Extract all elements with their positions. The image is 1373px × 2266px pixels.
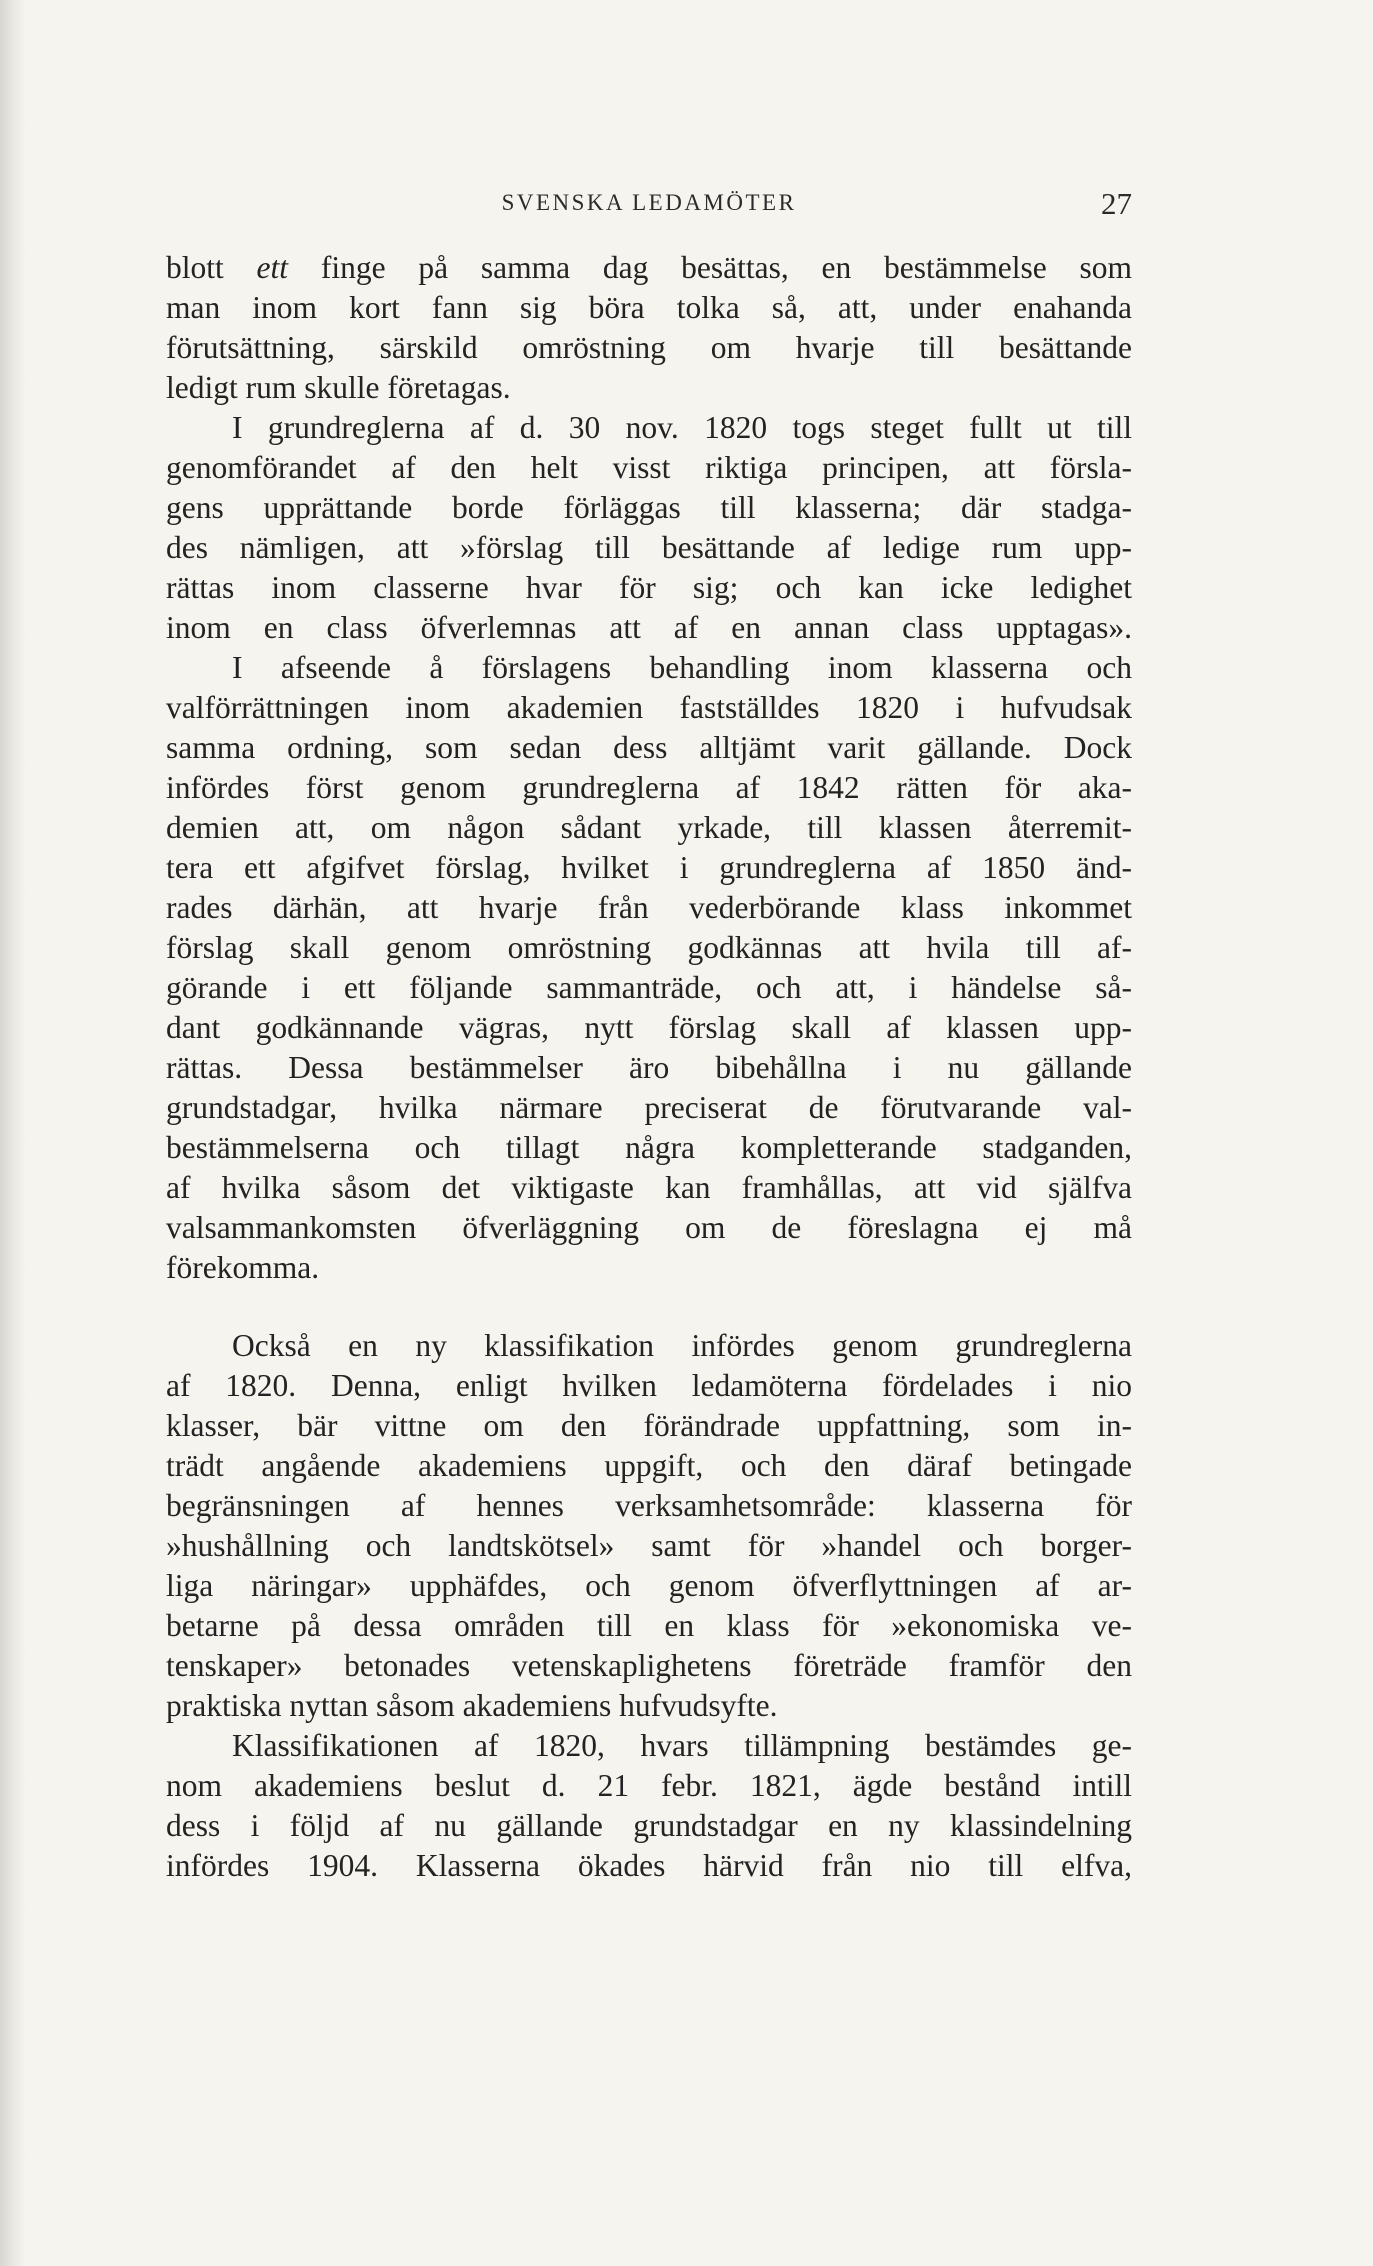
text-line: tera ett afgifvet förslag, hvilket i grundreglerna af 1850 änd- bbox=[166, 850, 1132, 885]
text-line: af hvilka såsom det viktigaste kan framhållas, att vid själfva bbox=[166, 1170, 1132, 1205]
text-line: praktiska nyttan såsom akademiens hufvudsyfte. bbox=[166, 1688, 778, 1723]
text-line: grundstadgar, hvilka närmare preciserat de förutvarande val- bbox=[166, 1090, 1132, 1125]
text-line: »hushållning och landtskötsel» samt för »handel och borger- bbox=[166, 1528, 1132, 1563]
binding-shadow bbox=[0, 0, 26, 2266]
text-line: begränsningen af hennes verksamhetsområde: klasserna för bbox=[166, 1488, 1132, 1523]
text-line: liga näringar» upphäfdes, och genom öfverflyttningen af ar- bbox=[166, 1568, 1132, 1603]
body-text bbox=[166, 248, 1132, 1886]
text-line: betarne på dessa områden till en klass för »ekonomiska ve- bbox=[166, 1608, 1132, 1643]
text-line: trädt angående akademiens uppgift, och den däraf betingade bbox=[166, 1448, 1132, 1483]
text-line: demien att, om någon sådant yrkade, till klassen återremit- bbox=[166, 810, 1132, 845]
text-line: rades därhän, att hvarje från vederbörande klass inkommet bbox=[166, 890, 1132, 925]
text-line: genomförandet af den helt visst riktiga principen, att försla- bbox=[166, 450, 1132, 485]
text-line: nom akademiens beslut d. 21 febr. 1821, ägde bestånd intill bbox=[166, 1768, 1132, 1803]
text-line: dant godkännande vägras, nytt förslag skall af klassen upp- bbox=[166, 1010, 1132, 1045]
text-line: man inom kort fann sig böra tolka så, att, under enahanda bbox=[166, 290, 1132, 325]
text-line: rättas inom classerne hvar för sig; och kan icke ledighet bbox=[166, 570, 1132, 605]
text-line: samma ordning, som sedan dess alltjämt varit gällande. Dock bbox=[166, 730, 1132, 765]
text-line: rättas. Dessa bestämmelser äro bibehållna i nu gällande bbox=[166, 1050, 1132, 1085]
text-line: gens upprättande borde förläggas till klasserna; där stadga- bbox=[166, 490, 1132, 525]
text-line: Klassifikationen af 1820, hvars tillämpning bestämdes ge- bbox=[232, 1728, 1132, 1763]
text-line: klasser, bär vittne om den förändrade uppfattning, som in- bbox=[166, 1408, 1132, 1443]
running-head bbox=[166, 186, 1132, 226]
text-line: valförrättningen inom akademien fastställdes 1820 i hufvudsak bbox=[166, 690, 1132, 725]
paragraph bbox=[166, 648, 1132, 1288]
text-line: I afseende å förslagens behandling inom klasserna och bbox=[232, 650, 1132, 685]
text-line: förekomma. bbox=[166, 1250, 320, 1285]
text-line: infördes först genom grundreglerna af 1842 rätten för aka- bbox=[166, 770, 1132, 805]
text-line: af 1820. Denna, enligt hvilken ledamöterna fördelades i nio bbox=[166, 1368, 1132, 1403]
paragraph bbox=[166, 408, 1132, 648]
section-gap bbox=[166, 1288, 1132, 1326]
text-line: bestämmelserna och tillagt några kompletterande stadganden, bbox=[166, 1130, 1132, 1165]
text-line: förslag skall genom omröstning godkännas att hvila till af- bbox=[166, 930, 1132, 965]
paragraph bbox=[166, 1726, 1132, 1886]
text-line: valsammankomsten öfverläggning om de föreslagna ej må bbox=[166, 1210, 1132, 1245]
paragraph bbox=[166, 248, 1132, 408]
emphasized-word: ett bbox=[256, 250, 289, 285]
page-number: 27 bbox=[1101, 186, 1132, 221]
running-head-title: SVENSKA LEDAMÖTER bbox=[501, 190, 797, 215]
text-line: inom en class öfverlemnas att af en annan class upptagas». bbox=[166, 610, 1132, 645]
text-line: infördes 1904. Klasserna ökades härvid från nio till elfva, bbox=[166, 1848, 1132, 1883]
text-line: tenskaper» betonades vetenskaplighetens företräde framför den bbox=[166, 1648, 1132, 1683]
text-line: I grundreglerna af d. 30 nov. 1820 togs steget fullt ut till bbox=[232, 410, 1132, 445]
text-line: des nämligen, att »förslag till besättande af ledige rum upp- bbox=[166, 530, 1132, 565]
text-line: Också en ny klassifikation infördes genom grundreglerna bbox=[232, 1328, 1132, 1363]
text-line: dess i följd af nu gällande grundstadgar en ny klassindelning bbox=[166, 1808, 1132, 1843]
text-line: förutsättning, särskild omröstning om hvarje till besättande bbox=[166, 330, 1132, 365]
text-line: ledigt rum skulle företagas. bbox=[166, 370, 511, 405]
text-line: görande i ett följande sammanträde, och att, i händelse så- bbox=[166, 970, 1132, 1005]
paragraph bbox=[166, 1326, 1132, 1726]
text-line: blott ett finge på samma dag besättas, en bestämmelse som bbox=[166, 250, 1132, 285]
